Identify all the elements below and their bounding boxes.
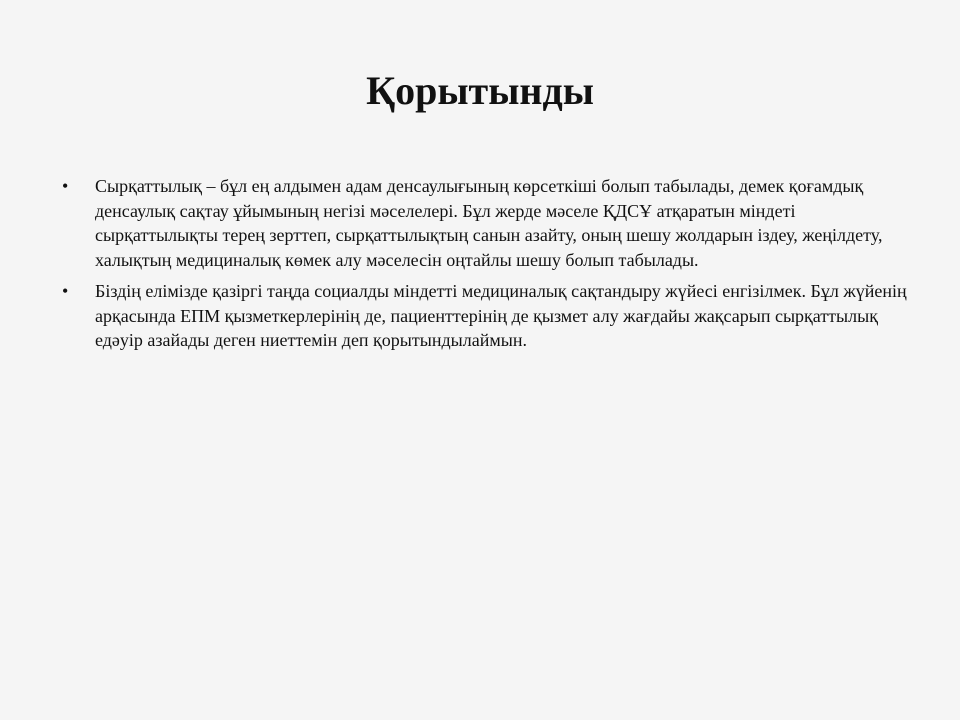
bullet-list: [62, 174, 912, 360]
bullet-item: [62, 279, 912, 353]
bullet-text: Сырқаттылық – бұл ең алдымен адам денсаулығының көрсеткіші болып табылады, демек қоғамдық денсаулық сақтау ұйымының негізі мәселелері. Бұл жерде мәселе ҚДСҰ атқаратын міндеті сырқаттылықты терең зерттеп, сырқаттылықтың санын азайту, оның шешу жолдарын іздеу, жеңілдету, халықтың медициналық көмек алу мәселесін оңтайлы шешу болып табылады.: [95, 176, 883, 270]
bullet-text: Біздің елімізде қазіргі таңда социалды міндетті медициналық сақтандыру жүйесі енгізілмек. Бұл жүйенің арқасында ЕПМ қызметкерлерінің де, пациенттерінің де қызмет алу жағдайы жақсарып сырқаттылық едәуір азайады деген ниеттемін деп қорытындылаймын.: [95, 281, 907, 350]
slide-title: Қорытынды: [366, 68, 594, 113]
bullet-marker: •: [62, 176, 69, 196]
bullet-marker: •: [62, 281, 69, 301]
bullet-item: [62, 174, 912, 272]
